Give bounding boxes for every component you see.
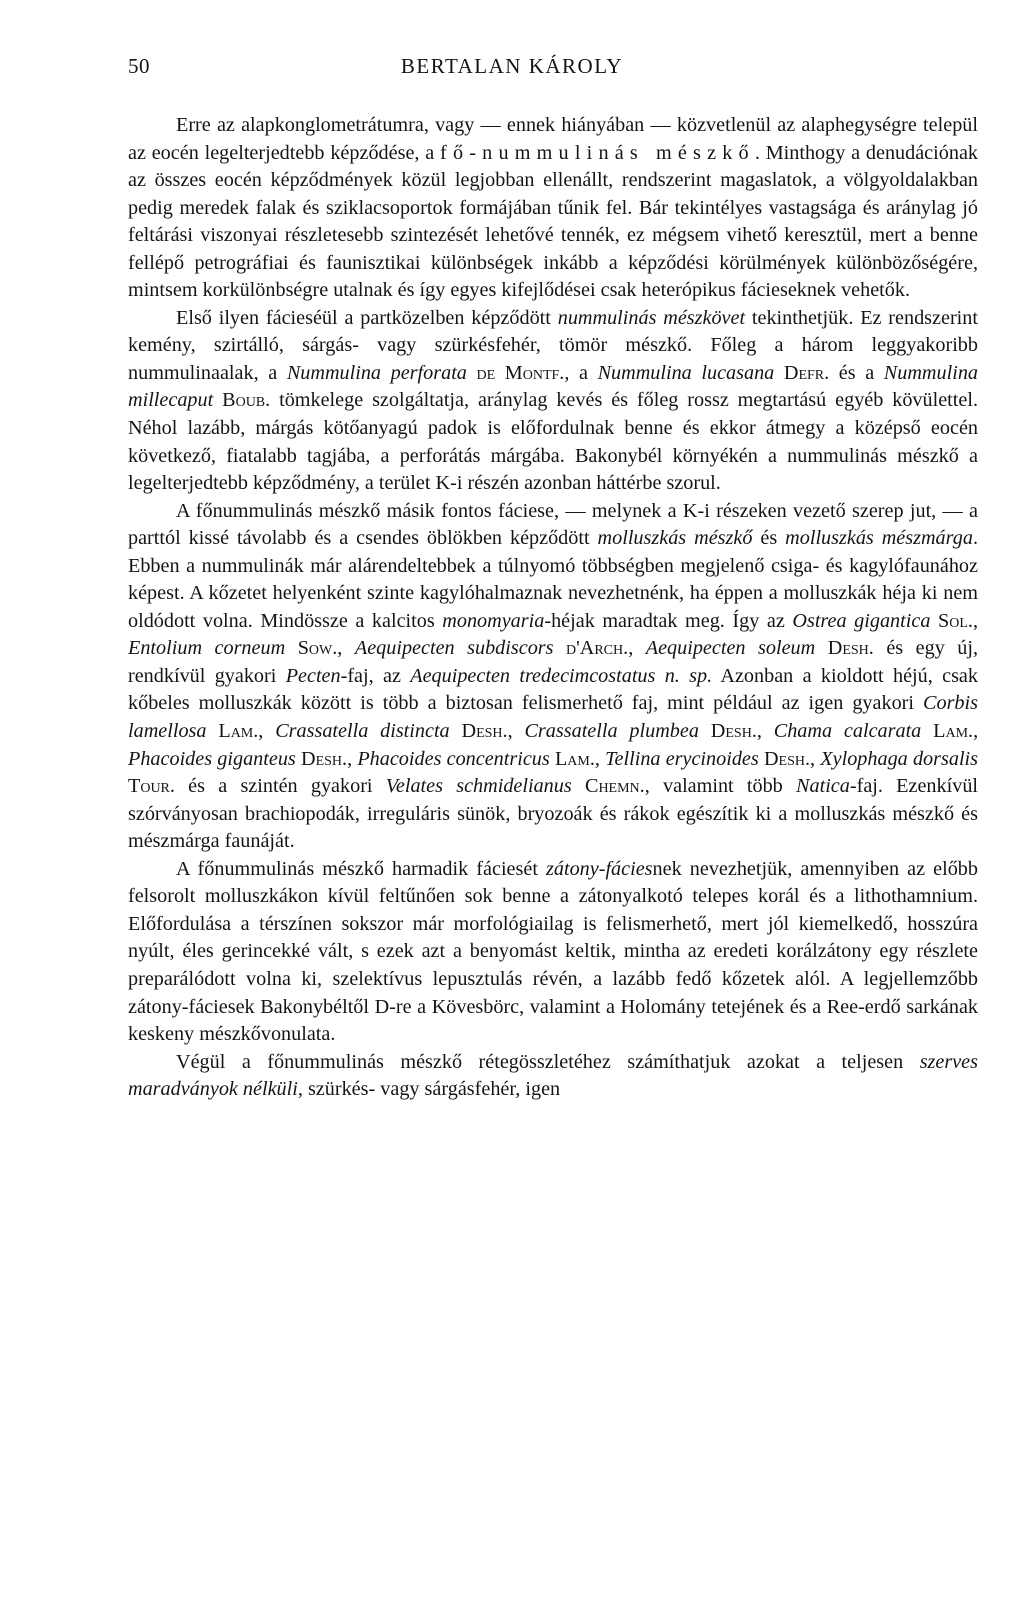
- text-run: ,: [810, 747, 821, 770]
- italic-term: Corbis lamellosa: [128, 692, 978, 743]
- text-run: A főnummulinás mészkő harmadik fáciesét: [176, 857, 547, 880]
- italic-term: Aequipecten tredecimcostatus n. sp.: [410, 664, 713, 687]
- text-run: [774, 362, 784, 384]
- text-run: ,: [972, 609, 978, 632]
- italic-term: Ostrea gigantica: [792, 609, 931, 632]
- page-number: 50: [128, 54, 150, 78]
- text-run: és: [752, 527, 786, 550]
- paragraph: [128, 305, 978, 498]
- italic-term: Pecten: [285, 664, 341, 687]
- author-abbreviation: Defr.: [783, 361, 830, 384]
- italic-term: Velates schmidelianus: [385, 775, 572, 798]
- text-run: -faj, az: [340, 664, 411, 687]
- italic-term: Tellina erycinoides: [605, 747, 759, 770]
- text-run: ,: [594, 747, 606, 770]
- italic-term: molluszkás mészkő: [597, 527, 753, 550]
- paragraph: [128, 498, 978, 856]
- text-run: [467, 362, 477, 384]
- author-abbreviation: Tour.: [128, 775, 175, 798]
- text-run: ,: [973, 720, 979, 743]
- text-run: és egy új, rendkívül gyakori: [128, 637, 979, 687]
- text-run: ,: [756, 720, 774, 743]
- text-run: [699, 720, 711, 742]
- text-run: ,: [337, 637, 355, 660]
- italic-term: Aequipecten subdiscors: [354, 637, 554, 660]
- text-run: , a: [564, 361, 598, 384]
- text-run: ,: [347, 747, 358, 770]
- text-run: , szürkés- vagy sárgásfehér, igen: [297, 1078, 561, 1101]
- italic-term: Crassatella plumbea: [524, 720, 699, 743]
- author-abbreviation: de Montf.: [476, 361, 565, 384]
- author-abbreviation: Lam.: [218, 720, 259, 743]
- author-abbreviation: Desh.: [710, 720, 757, 743]
- text-run: [930, 610, 938, 632]
- italic-term: Crassatella distincta: [275, 720, 450, 743]
- text-run: Végül a főnummulinás mészkő rétegösszletéhez számíthatjuk azokat a teljesen: [176, 1050, 920, 1073]
- author-abbreviation: Sow.: [297, 637, 338, 660]
- text-run: tömkelege szolgáltatja, aránylag kevés és főleg rossz megtartású egyéb kövülettel. Néhol lazább, márgás kötőanyagú padok is előfordulnak benne és ekkor átmegy a középső eocén következő, fiatalabb tagjába, a perforátás márgába. Bakonybél környékén a nummulinás mészkő a legelterjedtebb képződmény, a terület K-i részén azonban háttérbe szorul.: [128, 389, 979, 495]
- text-run: [554, 637, 567, 659]
- body-text: [128, 112, 978, 1104]
- text-run: ,: [507, 720, 525, 743]
- running-head: [128, 54, 980, 94]
- italic-term: Aequipecten soleum: [645, 637, 816, 660]
- text-run: Első ilyen fácieséül a partközelben képződött: [176, 306, 558, 329]
- text-run: [213, 389, 222, 411]
- author-abbreviation: Lam.: [933, 720, 974, 743]
- author-abbreviation: Chemn.: [584, 775, 645, 798]
- text-run: -faj. Ezenkívül szórványosan brachiopodák, irreguláris sünök, bryozoák és rákok egészítik ki a molluszkás mészkő és mészmárga faunáját.: [128, 775, 979, 853]
- text-run: . Minthogy a denudációnak az összes eocén képződmények közül legjobban ellenállt, rendszerint magaslatok, a völgyoldalakban pedig meredek falak és sziklacsoportok formájában tűnik fel. Bár tekintélyes vastagsága és aránylag jó feltárási viszonyai részletesebb szintezését lehetővé tennék, ez mégsem vihető keresztül, mert a benne fellépő petrográfiai és faunisztikai különbségek inkább a képződési körülmények különbözőségére, mintsem korkülönbségre utalnak és így egyes kifejlődései csak heterópikus fácieseknek vehetők.: [128, 141, 978, 302]
- text-run: nek nevezhetjük, amennyiben az előbb felsorolt molluszkákon kívül feltűnően sok benne a zátonyalkotó telepes korál és a lithothamnium. Előfordulása a térszínen sokszor már morfológiailag is felismerhető, mert jól kiemelkedő, hosszúra nyúlt, éles gerincekké vált, s ezek azt a benyomást keltik, mintha az eredeti korálzátony egy részlete preparálódott volna ki, szelektívus lepusztulás révén, a lazább fedő kőzetek alól. A legjellemzőbb zátony-fáciesek Bakonybéltől D-re a Kövesbörc, valamint a Holomány tetejének és a Ree-erdő sarkának keskeny mészkővonulata.: [128, 857, 978, 1046]
- text-run: [207, 720, 219, 742]
- text-run: [285, 637, 298, 659]
- text-run: Azonban a kioldott héjú, csak kőbeles molluszkák között is több a biztosan felismerhető faj, mint például az igen gyakori: [128, 664, 978, 715]
- text-run: -héjak maradtak meg. Így az: [544, 609, 793, 632]
- text-run: [921, 720, 933, 742]
- paragraph: [128, 112, 978, 305]
- italic-term: Phacoides giganteus: [128, 747, 296, 770]
- italic-term: Entolium corneum: [128, 637, 286, 660]
- author-abbreviation: Desh.: [301, 747, 348, 770]
- text-run: [815, 637, 828, 659]
- italic-term: szerves maradványok nélküli: [128, 1050, 978, 1101]
- italic-term: molluszkás mészmárga: [785, 527, 973, 550]
- author-abbreviation: Lam.: [554, 747, 595, 770]
- text-run: ,: [628, 637, 646, 660]
- paragraph: [128, 856, 978, 1049]
- author-abbreviation: Sol.: [938, 609, 973, 632]
- text-run: [450, 720, 462, 742]
- text-run: , valamint több: [644, 775, 797, 798]
- text-run: és a: [829, 361, 884, 384]
- text-run: és a szintén gyakori: [174, 775, 386, 798]
- author-abbreviation: Boub.: [222, 389, 271, 412]
- text-run: Erre az alapkonglometrátumra, vagy — ennek hiányában — közvetlenül az alaphegységre települ az eocén legelterjedtebb képződése, a: [128, 114, 978, 164]
- text-run: ,: [258, 720, 276, 743]
- italic-term: Nummulina perforata: [286, 361, 467, 384]
- text-run: tekinthetjük. Ez rendszerint kemény, szirtálló, sárgás- vagy szürkésfehér, tömör mészkő. Főleg a három leggyakoribb nummulinaalak, a: [128, 306, 978, 384]
- italic-term: zátony-fácies: [546, 857, 653, 880]
- text-run: A főnummulinás mészkő másik fontos fáciese, — melynek a K-i részeken vezető szerep jut, — a parttól kissé távolabb és a csendes öblökben képződött: [128, 499, 978, 550]
- author-abbreviation: Desh.: [827, 637, 874, 660]
- italic-term: Natica: [796, 775, 850, 798]
- text-run: . Ebben a nummulinák már alárendeltebbek a túlnyomó többségben megjelenő csiga- és kagylófaunához képest. A kőzetet helyenként szinte kagylóhalmaznak nevezhetnénk, ha éppen a molluszkák héja ki nem oldódott volna. Mindössze a kalcitos: [128, 527, 978, 632]
- running-title: BERTALAN KÁROLY: [400, 54, 624, 78]
- italic-term: monomyaria: [442, 609, 545, 632]
- author-abbreviation: Desh.: [461, 720, 508, 743]
- italic-term: Phacoides concentricus: [357, 747, 550, 770]
- emphasized-term: fő-nummulinás mészkő: [440, 141, 755, 164]
- paragraph: [128, 1049, 978, 1104]
- italic-term: nummulinás mészkövet: [557, 306, 746, 329]
- author-abbreviation: Desh.: [763, 747, 811, 770]
- italic-term: Nummulina lucasana: [597, 361, 775, 384]
- author-abbreviation: d'Arch.: [566, 637, 629, 660]
- italic-term: Chama calcarata: [773, 720, 922, 743]
- italic-term: Xylophaga dorsalis: [820, 747, 979, 770]
- text-run: [572, 775, 585, 797]
- italic-term: Nummulina millecaput: [128, 361, 979, 412]
